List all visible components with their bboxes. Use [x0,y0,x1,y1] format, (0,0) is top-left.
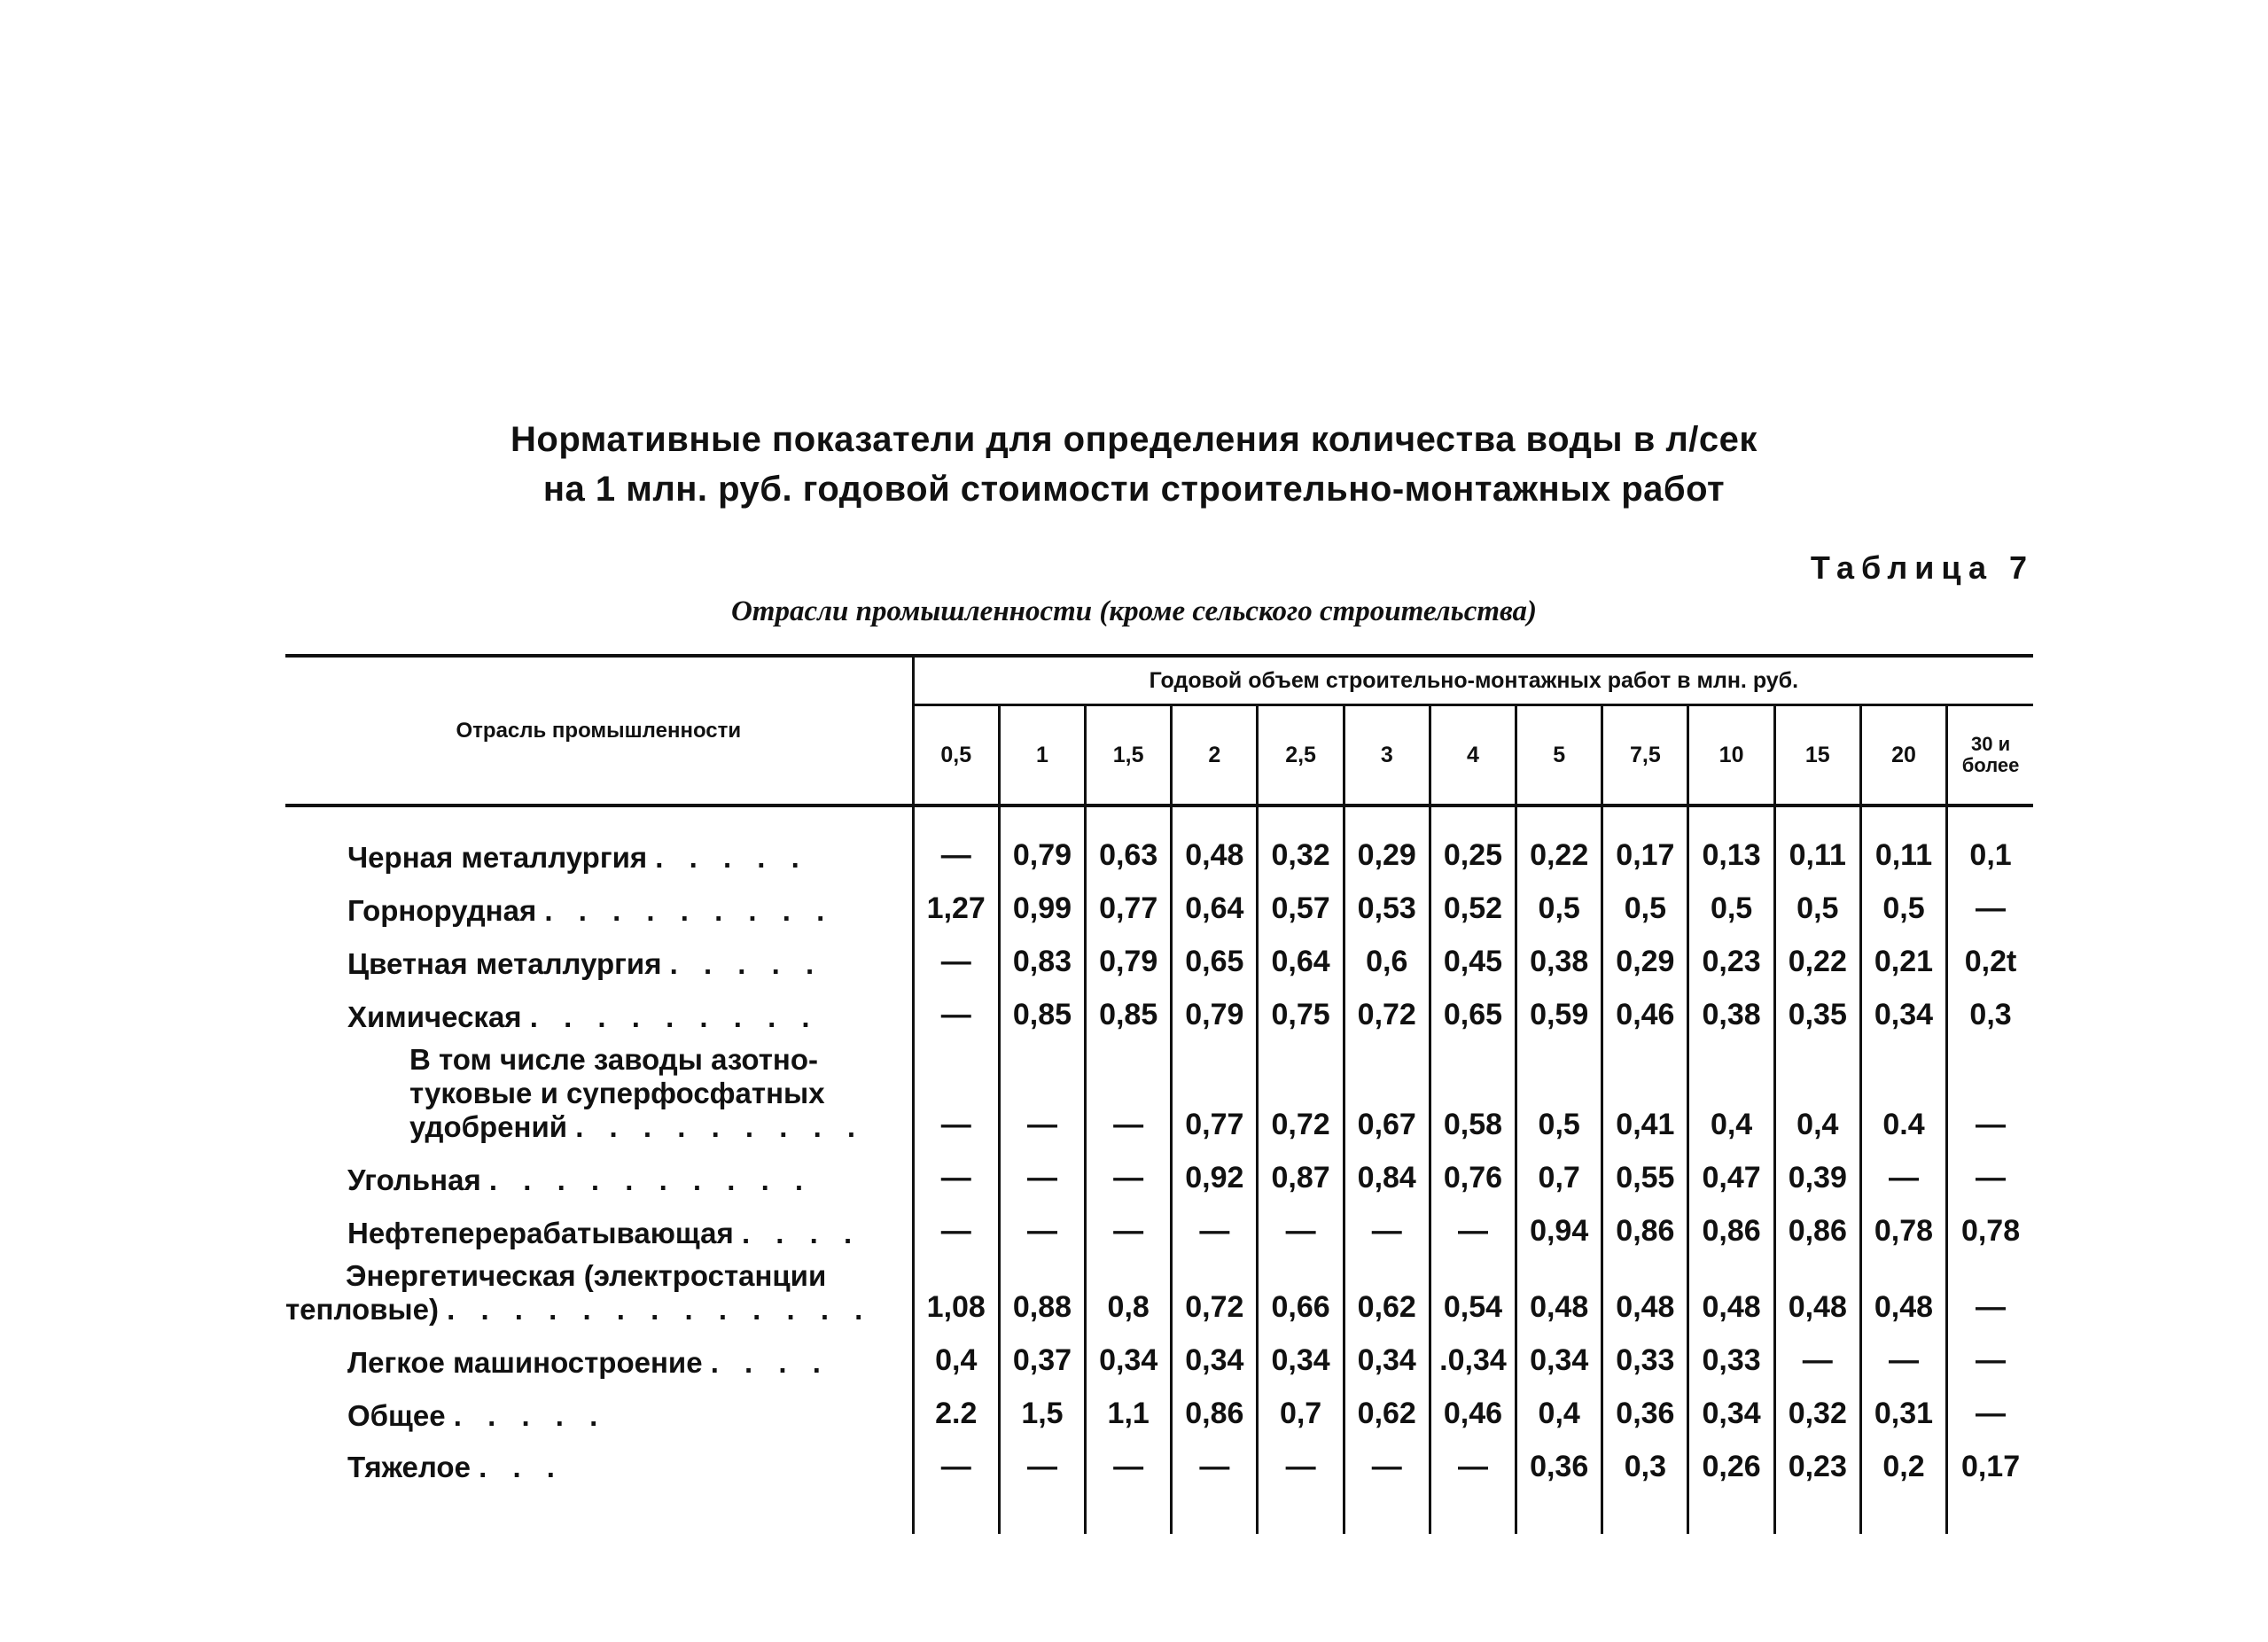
table-row [285,1148,2033,1201]
column-header: 15 [1774,705,1860,806]
table-cell: — [1774,1330,1860,1383]
table-cell: 0.4 [1860,1038,1946,1148]
table-cell: 0,87 [1258,1148,1344,1201]
table-cell: 0,7 [1516,1148,1602,1201]
table-cell: 0,53 [1344,878,1430,931]
table-row [285,1383,2033,1436]
table-subtitle: Отрасли промышленности (кроме сельского строительства) [730,595,1538,627]
table-cell: 0,85 [999,984,1085,1038]
table-cell: — [1086,1436,1172,1534]
industry-label: Горнорудная [347,894,537,927]
table-cell: 1,08 [926,1290,986,1324]
table-row [285,931,2033,984]
column-header: 2 [1172,705,1258,806]
table-cell: — [999,1038,1085,1148]
table-cell: — [1947,878,2033,931]
table-cell: 1,5 [999,1383,1085,1436]
document-title [0,415,2268,514]
table-cell: 0,65 [1430,984,1516,1038]
leader-dots: . . . . . . . . . . . . . [447,1293,872,1326]
table-cell: 0,8 [1086,1254,1172,1330]
table-cell: 0,2t [1947,931,2033,984]
table-cell: 0,47 [1688,1148,1774,1201]
column-header: 4 [1430,705,1516,806]
row-industry-name [285,1254,913,1330]
table-cell: — [1947,1330,2033,1383]
table-cell: 0,33 [1688,1330,1774,1383]
table-cell: — [940,945,971,978]
industry-label: Энергетическая (электростанции тепловые) [285,1259,827,1326]
row-industry-name [285,931,913,984]
table-cell: 0,32 [1258,805,1344,878]
table-cell: 0,36 [1602,1383,1688,1436]
table-cell: 0,72 [1172,1254,1258,1330]
column-header: 1 [999,705,1085,806]
title-line-2: на 1 млн. руб. годовой стоимости строительно-монтажных работ [542,470,1726,509]
table-row [285,1330,2033,1383]
industry-label: Угольная [347,1163,481,1196]
leader-dots: . . . . . [453,1399,607,1432]
table-cell: — [1860,1330,1946,1383]
leader-dots: . . . [479,1451,564,1483]
table-cell: 0,17 [1947,1436,2033,1534]
table-cell: 0,5 [1516,1038,1602,1148]
table-cell: 0,83 [999,931,1085,984]
table-cell: 0,34 [1086,1330,1172,1383]
table-cell: — [940,1450,971,1483]
leader-dots: . . . . . . . . . [575,1110,865,1143]
table-cell: 0,32 [1774,1383,1860,1436]
table-cell: 0,77 [1172,1038,1258,1148]
table-cell: 0,23 [1774,1436,1860,1534]
column-header: 20 [1860,705,1946,806]
table-cell: 0,62 [1344,1254,1430,1330]
table-row [285,1254,2033,1330]
table-cell: 0,35 [1774,984,1860,1038]
table-cell: — [1086,1038,1172,1148]
table-cell: 0,5 [1602,878,1688,931]
column-group-header-annual-volume: Годовой объем строительно-монтажных работ в млн. руб. [913,656,2033,705]
table-cell: 0,11 [1860,805,1946,878]
table-cell: 0,48 [1688,1254,1774,1330]
table-cell: — [1430,1436,1516,1534]
table-cell: 0,65 [1172,931,1258,984]
column-header: 5 [1516,705,1602,806]
table-cell: 0,48 [1516,1254,1602,1330]
table-cell: — [1947,1038,2033,1148]
table-cell: 0,78 [1860,1201,1946,1254]
table-cell: — [999,1201,1085,1254]
table-cell: — [1086,1148,1172,1201]
table-cell: 0,86 [1172,1383,1258,1436]
title-line-1: Нормативные показатели для определения количества воды в л/сек [510,420,1758,459]
column-header: 0,5 [940,742,972,767]
table-cell: 0,1 [1947,805,2033,878]
leader-dots: . . . . . . . . . . [488,1163,813,1196]
row-industry-name [285,1148,913,1201]
column-header: 1,5 [1086,705,1172,806]
table-cell: 0,38 [1688,984,1774,1038]
table-row [285,1436,2033,1534]
table-cell: — [1947,1148,2033,1201]
table-cell: — [1344,1201,1430,1254]
table-cell: — [1344,1436,1430,1534]
table-cell: 0,7 [1258,1383,1344,1436]
table-cell: — [940,838,971,872]
table-cell: 0,84 [1344,1148,1430,1201]
table-cell: — [1947,1254,2033,1330]
table-cell: 0,72 [1258,1038,1344,1148]
leader-dots: . . . . . [655,841,808,874]
table-cell: 0,64 [1172,878,1258,931]
row-industry-name [285,1330,913,1383]
column-header: 3 [1344,705,1430,806]
column-header: 10 [1688,705,1774,806]
table-cell: 0,37 [999,1330,1085,1383]
table-cell: 0,86 [1688,1201,1774,1254]
table-cell: 0,31 [1860,1383,1946,1436]
table-cell: — [940,1214,971,1248]
table-cell: 0,17 [1602,805,1688,878]
table-cell: 0,29 [1602,931,1688,984]
leader-dots: . . . . . . . . . [529,1000,819,1033]
industry-label: Цветная металлургия [347,947,662,980]
row-industry-name [285,984,913,1038]
table-number-label: Таблица 7 [1810,549,2034,586]
row-industry-name [285,1038,913,1148]
table-cell: 0,6 [1344,931,1430,984]
table-cell: 0,2 [1860,1436,1946,1534]
table-cell: — [1086,1201,1172,1254]
leader-dots: . . . . . . . . . [544,894,834,927]
table-cell: 0,64 [1258,931,1344,984]
table-cell: 0,4 [1516,1383,1602,1436]
table-row [285,1201,2033,1254]
table-cell: 0,34 [1516,1330,1602,1383]
table-cell: .0,34 [1430,1330,1516,1383]
table-cell: 0,3 [1602,1436,1688,1534]
table-cell: 0,34 [1344,1330,1430,1383]
table-cell: 0,75 [1258,984,1344,1038]
table-cell: 0,72 [1344,984,1430,1038]
industry-label: Легкое машиностроение [347,1346,703,1379]
table-cell: — [1258,1201,1344,1254]
table-cell: — [1258,1436,1344,1534]
leader-dots: . . . . . [669,947,823,980]
table-cell: 0,79 [999,805,1085,878]
table-row [285,1038,2033,1148]
row-industry-name [285,1201,913,1254]
table-cell: 0,5 [1860,878,1946,931]
table-cell: 0,46 [1602,984,1688,1038]
table-row [285,984,2033,1038]
table-cell: — [1172,1436,1258,1534]
industry-label: Нефтеперерабатывающая [347,1217,734,1249]
table-cell: — [1172,1201,1258,1254]
table-cell: 0,77 [1086,878,1172,931]
leader-dots: . . . . [710,1346,830,1379]
table-cell: 0,5 [1688,878,1774,931]
table-cell: 0,86 [1774,1201,1860,1254]
table-cell: 0,29 [1344,805,1430,878]
table-cell: — [940,998,971,1031]
table-cell: 0,33 [1602,1330,1688,1383]
table-cell: 0,46 [1430,1383,1516,1436]
row-industry-name [285,1436,913,1534]
table-cell: 0,22 [1774,931,1860,984]
table-cell: 0,4 [935,1343,978,1377]
table-cell: 1,27 [926,891,986,925]
table-cell: 0,25 [1430,805,1516,878]
table-cell: 0,38 [1516,931,1602,984]
table-cell: — [940,1161,971,1195]
table-cell: 0,5 [1516,878,1602,931]
table-cell: — [940,1108,971,1141]
column-header: 7,5 [1602,705,1688,806]
column-header-industry: Отрасль промышленности [285,656,913,805]
table-cell: 0,76 [1430,1148,1516,1201]
table-cell: 0,4 [1774,1038,1860,1148]
row-industry-name [285,878,913,931]
table-cell: 0,41 [1602,1038,1688,1148]
table-cell: — [1860,1148,1946,1201]
table-cell: 0,52 [1430,878,1516,931]
industry-label: В том числе заводы азотно-туковые и суперфосфатных удобрений [409,1043,825,1143]
table-cell: 0,45 [1430,931,1516,984]
table-cell: 0,34 [1172,1330,1258,1383]
table-cell: 0,57 [1258,878,1344,931]
column-header: 30 и более [1947,705,2033,806]
table-cell: 0,34 [1860,984,1946,1038]
table-cell: 0,48 [1774,1254,1860,1330]
table-cell: 0,39 [1774,1148,1860,1201]
industry-label: Общее [347,1399,446,1432]
table-cell: — [999,1148,1085,1201]
row-industry-name [285,1383,913,1436]
table-cell: 0,3 [1947,984,2033,1038]
row-industry-name [285,805,913,878]
table-cell: 0,36 [1516,1436,1602,1534]
table-cell: 0,55 [1602,1148,1688,1201]
table-cell: 0,62 [1344,1383,1430,1436]
table-cell: 0,86 [1602,1201,1688,1254]
table-cell: 0,78 [1947,1201,2033,1254]
table-cell: 1,1 [1086,1383,1172,1436]
table-cell: 0,99 [999,878,1085,931]
industry-label: Тяжелое [347,1451,471,1483]
table-cell: 0,58 [1430,1038,1516,1148]
table-cell: 0,85 [1086,984,1172,1038]
table-row [285,878,2033,931]
table-cell: 0,26 [1688,1436,1774,1534]
industry-label: Химическая [347,1000,522,1033]
table-cell: 0,5 [1774,878,1860,931]
table-cell: 0,66 [1258,1254,1344,1330]
table-cell: 0,88 [999,1254,1085,1330]
table-cell: 0,4 [1688,1038,1774,1148]
table-row [285,805,2033,878]
table-cell: — [1947,1383,2033,1436]
table-cell: 0,59 [1516,984,1602,1038]
table-cell: 0,94 [1516,1201,1602,1254]
table-cell: 0,67 [1344,1038,1430,1148]
table-cell: 0,63 [1086,805,1172,878]
table-cell: 0,13 [1688,805,1774,878]
table-cell: 0,22 [1516,805,1602,878]
table-cell: 0,79 [1172,984,1258,1038]
table-cell: 0,21 [1860,931,1946,984]
water-norms-table [285,654,2033,1534]
table-cell: 0,54 [1430,1254,1516,1330]
leader-dots: . . . . [741,1217,861,1249]
table-cell: 0,92 [1172,1148,1258,1201]
table-cell: 0,11 [1774,805,1860,878]
table-cell: 0,79 [1086,931,1172,984]
table-cell: 2.2 [935,1397,978,1430]
table-cell: — [999,1436,1085,1534]
table-cell: — [1430,1201,1516,1254]
industry-label: Черная металлургия [347,841,648,874]
table-cell: 0,23 [1688,931,1774,984]
table-cell: 0,34 [1258,1330,1344,1383]
column-header: 2,5 [1258,705,1344,806]
table-cell: 0,34 [1688,1383,1774,1436]
table-body [285,805,2033,1534]
table-cell: 0,48 [1860,1254,1946,1330]
table-cell: 0,48 [1172,805,1258,878]
table-cell: 0,48 [1602,1254,1688,1330]
